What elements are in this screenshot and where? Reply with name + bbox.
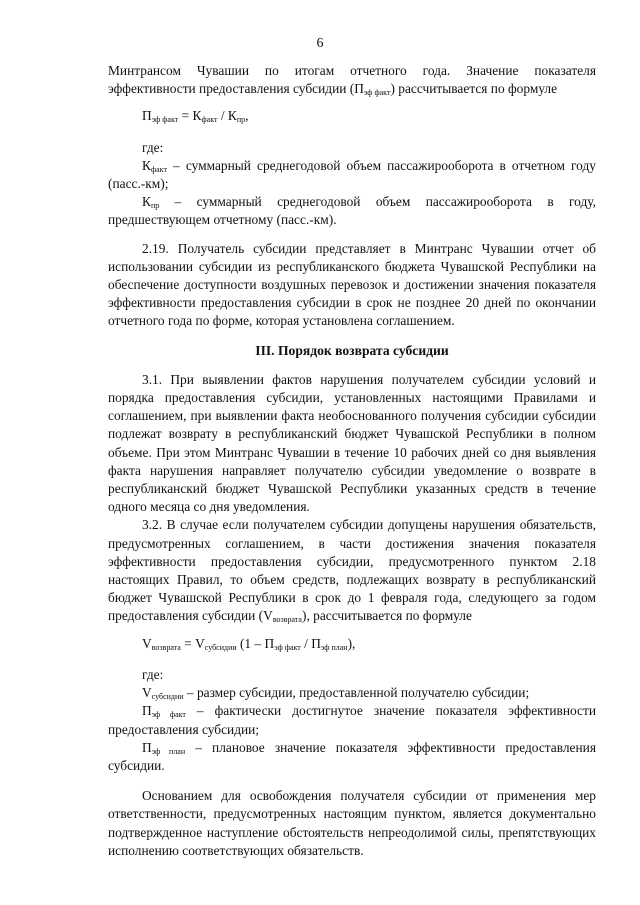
- final-paragraph: Основанием для освобождения получателя субсидии от применения мер ответственности, предусмотренных настоящим пунктом, является документально подтвержденное наступление обстоятельств непреодолимой силы, препятствующих исполнению соответствующих обязательств.: [108, 788, 596, 858]
- refund-formula: $V_{возврата} = V_{субсидии}$ $(1 - П_{эф факт} / П_{эф план})$,: [142, 635, 356, 652]
- definition-v-subsidy: $V_{субсидии}$ – размер субсидии, предоставленной получателю субсидии;: [142, 685, 530, 702]
- paragraph-3-1: 3.1. При выявлении фактов нарушения получателем субсидии условий и порядка предоставления субсидии, установленных настоящими Правилами и соглашением, при выявлении факта необоснованного получения субсидии субсидии подлежат возврату в республиканский бюджет Чувашской Республики в полном объеме. При этом Минтранс Чувашии в течение 10 рабочих дней со дня выявления факта нарушения направляет получателю субсидии уведомление о возврате в республиканский бюджет Чувашской Республики указанных средств в течение одного месяца со дня уведомления.: [108, 371, 596, 515]
- definition-p-fact: $П_{эф факт}$ – фактически достигнутое значение показателя эффективности предоставления субсидии;: [108, 703, 596, 737]
- definition-k-fact: $К_{факт}$ – суммарный среднегодовой объем пассажирооборота в отчетном году (пасс.-км);: [108, 157, 596, 192]
- paragraph-2-19: 2.19. Получатель субсидии представляет в Минтранс Чувашии отчет об использовании субсидии из республиканского бюджета Чувашской Республики на обеспечение доступности воздушных перевозок и достижении значения показателя эффективности предоставления субсидии в срок не позднее 20 дней по окончании отчетного года по форме, которая установлена соглашением.: [108, 240, 596, 329]
- where-label-2: где:: [142, 666, 164, 682]
- efficiency-formula: $П_{эф факт} = К_{факт} / К_{пр}$,: [142, 108, 249, 125]
- document-body: [108, 62, 596, 860]
- section-heading: III. Порядок возврата субсидии: [255, 342, 449, 358]
- paragraph-3-2: 3.2. В случае если получателем субсидии допущены нарушения обязательств, предусмотренных соглашением, в части достижения значения показателя эффективности предоставления субсидии, предусмотренного пунктом 2.18 настоящих Правил, то объем средств, подлежащих возврату в республиканский бюджет Чувашской Республики в срок до 1 февраля года, следующего за годом предоставления субсидии $(V_{возврата})$, рассчитывается по формуле: [108, 517, 596, 625]
- definition-k-pr: $К_{пр}$ – суммарный среднегодовой объем пассажирооборота в году, предшествующем отчетному (пасс.-км).: [108, 194, 596, 228]
- where-label: где:: [142, 139, 164, 155]
- intro-paragraph: Минтрансом Чувашии по итогам отчетного года. Значение показателя эффективности предоставления субсидии $(П_{эф факт})$ рассчитывается по формуле: [108, 63, 596, 98]
- page-number: 6: [316, 36, 324, 51]
- definition-p-plan: $П_{эф план}$ – плановое значение показателя эффективности предоставления субсидии.: [108, 739, 596, 773]
